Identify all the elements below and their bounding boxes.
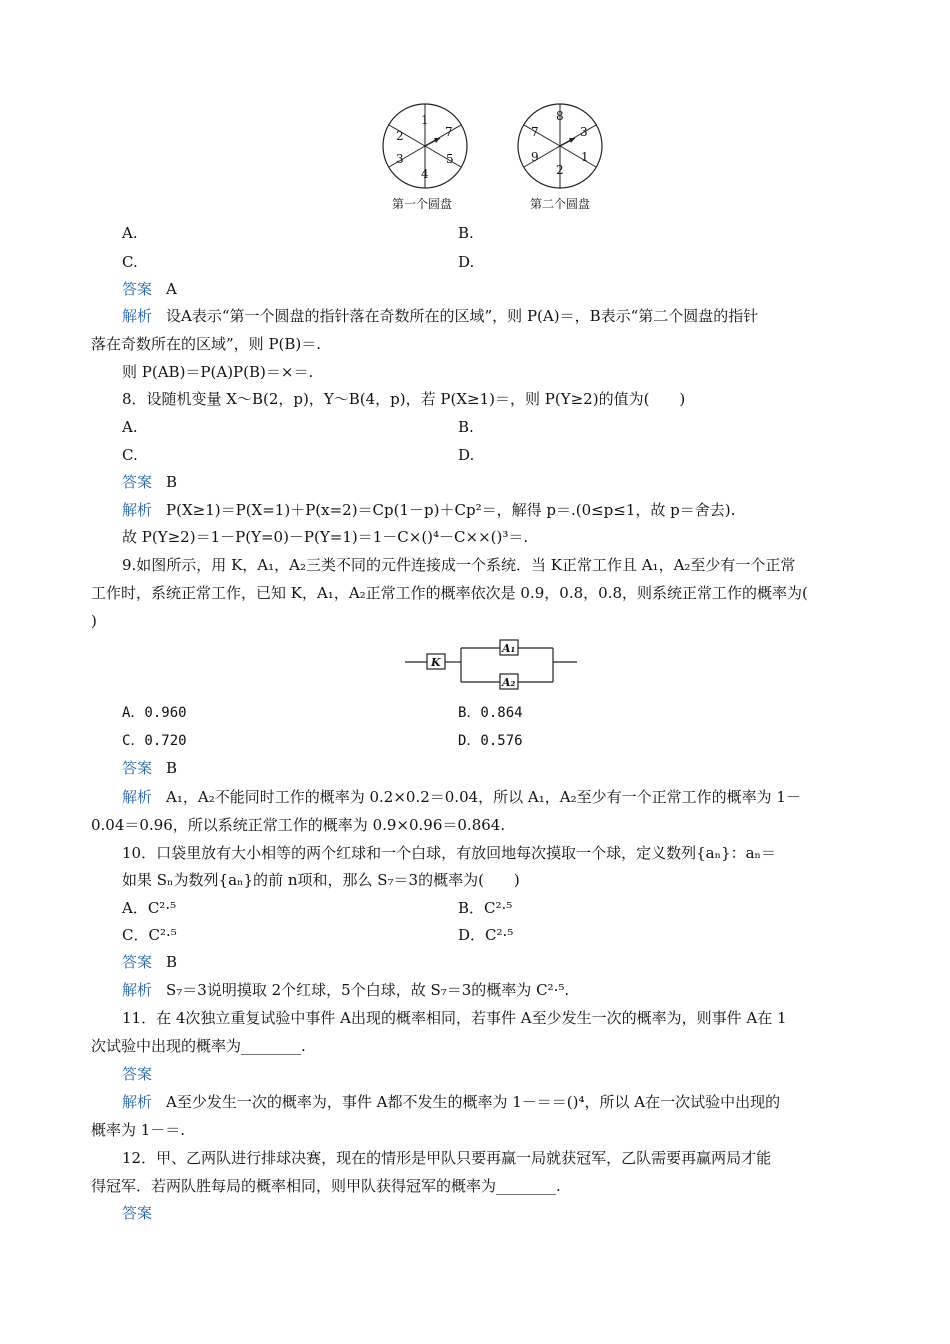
q9-answer: 答案 B xyxy=(122,759,178,777)
disk1-sector: 4 xyxy=(421,167,429,181)
disk2-sector: 8 xyxy=(556,109,564,123)
q8-analysis-cont: 故 P(Y≥2)＝1－P(Y=0)－P(Y=1)＝1－C×()⁴－C××()³＝. xyxy=(122,528,529,546)
q11-stem-cont: 次试验中出现的概率为________. xyxy=(91,1037,306,1055)
q7-option-c: C. xyxy=(122,253,138,271)
circuit-diagram xyxy=(405,636,585,694)
disk2-caption: 第二个圆盘 xyxy=(530,197,591,211)
q9-option-d: D．0.576 xyxy=(458,733,523,749)
q11-answer: 答案 xyxy=(122,1065,153,1083)
circuit-k-label: K xyxy=(431,656,441,669)
q10-option-a: A．C²·⁵ xyxy=(122,899,177,917)
q10-analysis: 解析 S₇＝3说明摸取 2个红球，5个白球，故 S₇＝3的概率为 C²·⁵. xyxy=(122,981,570,999)
q10-option-d: D．C²·⁵ xyxy=(458,926,514,944)
q8-option-d: D. xyxy=(458,446,475,464)
q7-option-a: A. xyxy=(122,224,138,242)
q9-stem: 9.如图所示，用 K，A₁，A₂三类不同的元件连接成一个系统．当 K正常工作且 A₁，A₂至少有一个正常 xyxy=(122,556,796,574)
q12-stem: 12．甲、乙两队进行排球决赛，现在的情形是甲队只要再赢一局就获冠军，乙队需要再赢两局才能 xyxy=(122,1149,772,1167)
q7-option-b: B. xyxy=(458,224,474,242)
disk2-sector: 9 xyxy=(531,150,539,164)
disk2-sector: 1 xyxy=(581,150,589,164)
disk1-sector: 1 xyxy=(421,113,429,127)
q11-analysis: 解析 A至少发生一次的概率为，事件 A都不发生的概率为 1－＝＝()⁴，所以 A在一次试验中出现的 xyxy=(122,1093,781,1111)
q9-analysis: 解析 A₁，A₂不能同时工作的概率为 0.2×0.2＝0.04，所以 A₁，A₂至少有一个正常工作的概率为 1－ xyxy=(122,788,801,806)
q8-stem: 8．设随机变量 X～B(2，p)，Y～B(4，p)，若 P(X≥1)＝，则 P(Y≥2)的值为( ) xyxy=(122,390,686,408)
disk-1 xyxy=(383,104,467,211)
q7-analysis: 解析 设A表示“第一个圆盘的指针落在奇数所在的区域”，则 P(A)＝，B表示“第二个圆盘的指针 xyxy=(122,307,759,325)
disk2-sector: 7 xyxy=(531,125,539,139)
disk-2 xyxy=(518,104,602,211)
q9-option-a: A．0.960 xyxy=(122,705,187,721)
spinner-disks-figure xyxy=(370,100,640,218)
q7-option-d: D. xyxy=(458,253,475,271)
q8-answer: 答案 B xyxy=(122,473,178,491)
disk1-sector: 3 xyxy=(396,152,404,166)
q10-answer: 答案 B xyxy=(122,953,178,971)
circuit-a2-label: A₂ xyxy=(502,676,516,689)
q11-analysis-cont: 概率为 1－＝. xyxy=(91,1121,186,1139)
q7-answer: 答案 A xyxy=(122,280,177,298)
disk2-sector: 2 xyxy=(556,163,564,177)
q11-stem: 11．在 4次独立重复试验中事件 A出现的概率相同，若事件 A至少发生一次的概率为，则事件 A在 1 xyxy=(122,1009,787,1027)
disk1-caption: 第一个圆盘 xyxy=(392,197,453,211)
q9-stem-cont: 工作时，系统正常工作，已知 K，A₁，A₂正常工作的概率依次是 0.9，0.8，0.8，则系统正常工作的概率为( xyxy=(91,584,808,602)
disk2-sector: 3 xyxy=(580,125,588,139)
q9-option-c: C．0.720 xyxy=(122,733,187,749)
q10-stem-cont: 如果 Sₙ为数列{aₙ}的前 n项和，那么 S₇＝3的概率为( ) xyxy=(122,871,520,889)
q10-stem: 10．口袋里放有大小相等的两个红球和一个白球，有放回地每次摸取一个球，定义数列{aₙ}：aₙ＝ xyxy=(122,844,777,862)
q8-analysis: 解析 P(X≥1)＝P(X=1)＋P(x=2)＝Cp(1－p)＋Cp²＝，解得 p＝.(0≤p≤1，故 p＝舍去). xyxy=(122,501,736,519)
disk1-sector: 7 xyxy=(445,125,453,139)
disk1-sector: 5 xyxy=(446,152,454,166)
q12-stem-cont: 得冠军．若两队胜每局的概率相同，则甲队获得冠军的概率为________. xyxy=(91,1177,561,1195)
q8-option-c: C. xyxy=(122,446,138,464)
q7-analysis-cont: 则 P(AB)＝P(A)P(B)＝×＝. xyxy=(122,363,314,381)
q9-analysis-cont: 0.04＝0.96，所以系统正常工作的概率为 0.9×0.96＝0.864. xyxy=(91,816,506,834)
q7-analysis-cont: 落在奇数所在的区域”，则 P(B)＝. xyxy=(91,335,322,353)
disk1-sector: 2 xyxy=(396,129,404,143)
q10-option-b: B．C²·⁵ xyxy=(458,899,513,917)
q9-option-b: B．0.864 xyxy=(458,705,523,721)
q9-stem-cont: ) xyxy=(91,612,97,630)
q12-answer: 答案 xyxy=(122,1204,153,1222)
circuit-a1-label: A₁ xyxy=(502,642,516,655)
q8-option-b: B. xyxy=(458,418,474,436)
q10-option-c: C．C²·⁵ xyxy=(122,926,177,944)
q8-option-a: A. xyxy=(122,418,138,436)
